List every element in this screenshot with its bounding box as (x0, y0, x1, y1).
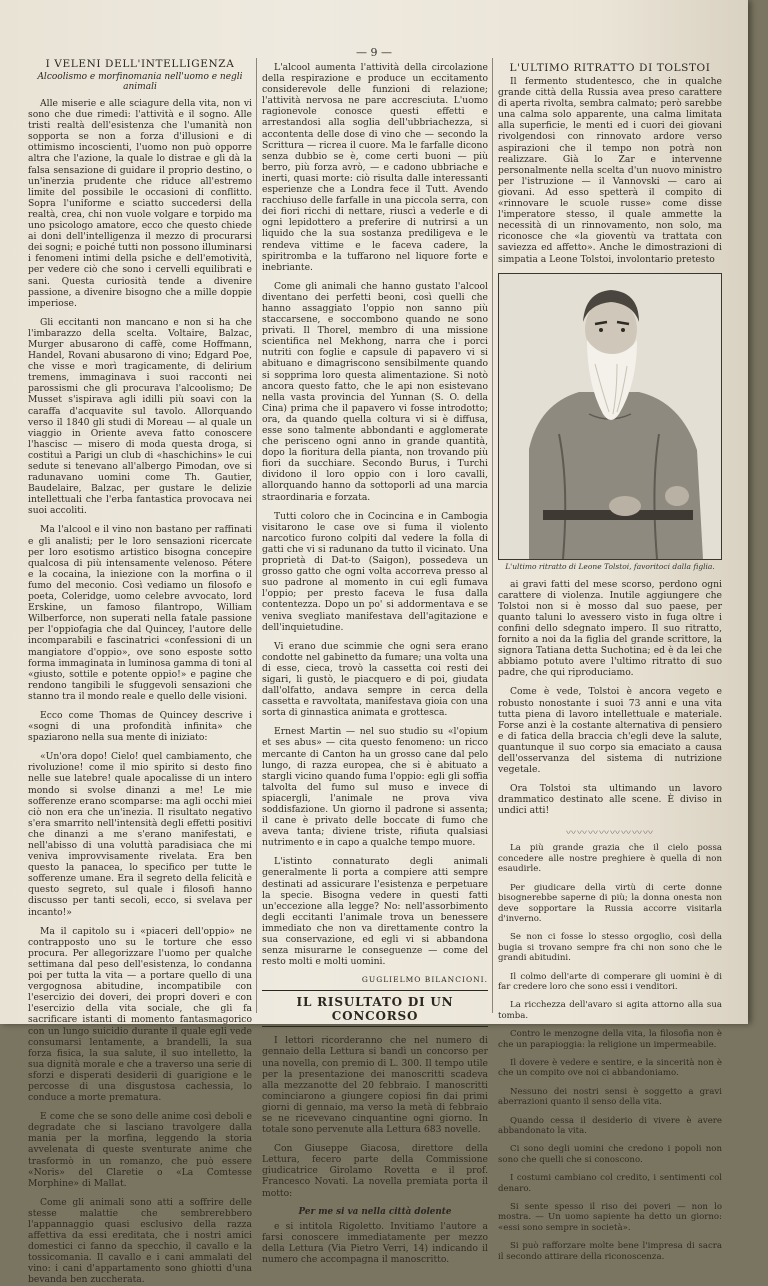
paragraph: Ora Tolstoi sta ultimando un lavoro drammatico destinato alle scene. È diviso in undici atti! (498, 783, 722, 817)
paragraph: Vi erano due scimmie che ogni sera erano condotte nel gabinetto da fumare; una volta una di esse, cieca, trovò la cassetta coi resti dei sigari, li gustò, le piacquero e di poi, giudata dall'olfatto, andava sempre in cerca della cassetta e ravvoltata, manifestava gioia con una sorta di ginnastica animata e grottesca. (262, 640, 488, 719)
page-number: — 9 — (356, 46, 392, 59)
maxim: Si sente spesso il riso dei poveri — non lo mostra. — Un uomo sapiente ha detto un giorno: «essi sono sempre in società». (498, 1202, 722, 1233)
maxim: Si può rafforzare molte bene l'impresa di sacra il secondo attirare della riconoscenza. (498, 1241, 722, 1262)
paragraph: L'istinto connaturato degli animali generalmente li porta a compiere atti sempre destinati ad assicurare l'esistenza e perpetuare la specie. Bisogna vedere in questi fatti un'eccezione alla legge? No: nell'assorbimento degli eccitanti l'animale trova un benessere immediato che non va direttamente contro la sua conservazione, ed egli vi si abbandona senza misurarne le conseguenze — come del resto molti e molti uomini. (262, 856, 488, 968)
paragraph: Ecco come Thomas de Quincey descrive i «sogni di una profondità infinita» che spaziarono nella sua mente di iniziato: (28, 709, 252, 744)
maxim: Contro le menzogne della vita, la filosofia non è che un parapioggia: la religione un impermeabile. (498, 1029, 722, 1050)
paragraph: Il fermento studentesco, che in qualche grande città della Russia avea preso carattere di aperta rivolta, sembra calmato; però sarebbe una calma solo apparente, una calma limitata alla superficie, le menti ed i cuori dei giovani rivolgendosi con rinnovato ardore verso aspirazioni che il tempo non potrà non realizzare. Già lo Zar e intervenne personalmente nella scelta d'un nuovo ministro per l'istruzione — il Vannovski — caro ai giovani. Ad esso spetterà il compito di «rinnovare le scuole russe» come disse l'imperatore stesso, il quale ammette la necessità di un rinnovamento, non solo, ma riconosce che «la gioventù va trattata con saviezza ed affetto». Anche le dimostrazioni di simpatia a Leone Tolstoi, involontario pretesto (498, 76, 722, 265)
paragraph: Ma l'alcool e il vino non bastano per raffinati e gli analisti; per le loro sensazioni ricercate per loro esotismo artistico bisogna concepire qualcosa di più intensamente velenoso. Pétere e la cocaina, la iniezione con la morfina o il fumo del meconio. Così vediamo un filosofo e poeta, Coleridge, uomo celebre avvocato, lord Erskine, un famoso filantropo, William Wilberforce, non superati nella fatale passione per l'oppiofagia che dal Quincey, l'autore delle incomparabili e fascinatrici «confessioni di un mangiatore d'oppio», ove sono esposte sotto forma immaginata in luminosa gamma di toni al «giusto, sottile e potente oppio!» e pagine che rendono tangibili le sfuggevoli sensazioni che stanno tra il mondo reale e quello delle visioni. (28, 524, 252, 702)
ornamental-divider: 〰〰〰〰〰〰〰〰 (566, 828, 654, 840)
paragraph: Tutti coloro che in Cocincina e in Cambogia visitarono le case ove si fuma il violento narcotico furono colpiti dal vedere la folla di gatti che vi si radunano da tutto il vicinato. Una proprietà di Dat-to (Saigon), possedeva un grosso gatto che ogni volta accorreva presso al suo padrone al momento in cui egli fumava l'oppio; per presto faceva le fusa dalla contentezza. Dopo un po' si addormentava e se veniva svegliato manifestava dell'agitazione e dell'inquietudine. (262, 510, 488, 633)
paragraph: Come gli animali che hanno gustato l'alcool diventano dei perfetti beoni, così quelli che hanno assaggiato l'oppio non sanno più staccarsene, e soccombono quando ne sono privati. Il Thorel, membro di una missione scientifica nel Mekhong, narra che i porci nutriti con foglie e capsule di papavero vi si abituano e dimagriscono sensibilmente quando si sopprima loro questa alimentazione. Si notò ancora questo fatto, che le api non esistevano nella vasta provincia del Yunnan (S. O. della Cina) prima che il papavero vi fosse introdotto; ora, da quando quella coltura vi si è diffusa, esse sono talmente abbondanti e agglomerate che perisceno ogni anno in grande quantità, dopo la fioritura della pianta, non trovando più fiori da succhiare. Secondo Burus, i Turchi dividono il loro oppio con i loro cavalli, allorquando hanno da sottoporli ad una marcia straordinaria e forzata. (262, 280, 488, 503)
paragraph: Ma il capitolo su i «piaceri dell'oppio» ne contrapposto uno su le torture che esso procura. Per allegorizzare l'uomo per qualche settimana dal peso dell'esistenza, lo condanna poi per tutta la vita — a portare quello di una vergognosa abitudine, incompatibile con l'esercizio dei doveri, dei propri doveri e con l'esercizio della vita sociale, che gli fa sacrificare istanti di momento fantasmagorico con un lungo suicidio durante il quale egli vede consumarsi lentamente, a brandelli, la sua forza fisica, la sua salute, il suo intelletto, la sua dignità morale e che a traverso una serie di sforzi e disperati desiderii di guarigione e le percosse di una disgustosa cachessia, lo conduce a morte prematura. (28, 925, 252, 1104)
column-divider (492, 58, 493, 1013)
maxim: I costumi cambiano col credito, i sentimenti col denaro. (498, 1173, 722, 1194)
novella-motto: Per me si va nella città dolente (298, 1206, 452, 1217)
article-veleni-continued (262, 62, 488, 1265)
maxim: La più grande grazia che il cielo possa concedere alle nostre preghiere è quella di non esaudirle. (498, 843, 722, 875)
maxim: Nessuno dei nostri sensi è soggetto a gravi aberrazioni quanto il senso della vita. (498, 1086, 722, 1108)
paragraph: Ernest Martin — nel suo studio su «l'opium et ses abus» — cita questo fenomeno: un ricco mercante di Canton ha un grosso cane dal pelo lungo, di razza europea, che si è abituato a stargli vicino quando fuma l'oppio: egli gli soffia talvolta del fumo sul muso e invece di spiacergli, l'animale ne prova viva soddisfazione. Un giorno il padrone si assenta; il cane è privato delle boccate di fumo che aveva tanta; diviene triste, rifiuta qualsiasi nutrimento e in capo a qualche tempo muore. (262, 726, 488, 849)
article-tolstoi (498, 62, 722, 1262)
paragraph: Come gli animali sono atti a soffrire delle stesse malattie che sembrerebbero l'appannaggio quasi esclusivo della razza affettiva da essi ereditata, che i nostri amici domestici ci fanno da specchio, il cavallo e la tossicomania. Il cavallo e i cani ammalati del vino: i cani d'appartamento sono ghiotti d'una bevanda ben zuccherata. (28, 1196, 252, 1286)
paragraph: «Un'ora dopo! Cielo! quel cambiamento, che rivoluzione! come il mio spirito si desto fino nelle sue latebre! quale apocalisse di un intero mondo si svolse dinanzi a me! Le mie sofferenze erano scomparse: ma agli occhi miei ciò non era che un'inezia. Il risultato negativo s'era smarrito nell'intensità degli effetti positivi che dinanzi a me s'erano manifestati, e nell'abisso di una voluttà paradisiaca che mi veniva improvvisamente rivelata. Era ben questo la panacea, lo specifico per tutte le sofferenze umane. Era il segreto della felicità e questo segreto, sul quale i filosofi hanno discusso per tanti secoli, ecco, si svelava per incanto!» (28, 751, 252, 918)
maxim: Il dovere è vedere e sentire, e la sincerità non è che un compito ove noi ci abbandoniamo. (498, 1057, 722, 1079)
concorso-title: IL RISULTATO DI UN CONCORSO (262, 990, 488, 1027)
article-title: I VELENI DELL'INTELLIGENZA (45, 58, 235, 70)
paragraph: Come è vede, Tolstoi è ancora vegeto e robusto nonostante i suoi 73 anni e una vita tutta piena di lavoro intellettuale e materiale. Forse anzi è la costante alternativa di pensiero e di fatica della braccia ch'egli deve la salute, quantunque il suo corpo sia emaciato a causa dell'osservanza del sistema di nutrizione vegetale. (498, 686, 722, 776)
paragraph: I lettori ricorderanno che nel numero di gennaio della Lettura si bandì un concorso per una novella, con premio di L. 300. Il tempo utile per la presentazione dei manoscritti scadeva alla mezzanotte del 20 febbraio. I manoscritti cominciarono a giungere copiosi fin dai primi giorni di gennaio, ma verso la metà di febbraio se ne ricevevano cinquantine ogni giorno. In totale sono pervenute alla Lettura 683 novelle. (262, 1035, 488, 1136)
maxim: La ricchezza dell'avaro si agita attorno alla sua tomba. (498, 1000, 722, 1021)
paragraph: Alle miserie e alle sciagure della vita, non vi sono che due rimedi: l'attività e il sogno. Alle tristi realtà dell'esistenza che l'umanità non sopporta se non a forza d'illusioni e di ottimismo incoscienti, l'uomo non può opporre altra che l'azione, la quale lo distrae e gli dà la falsa sensazione di guidare il proprio destino, o un'inerzia prudente che riduce all'estremo limite del possibile le occasioni di conflitto. Sopra l'uniforme e sciatto succedersi della realtà, crea, chi non vuole volgare e torpido ma uno psicologo amatore, ecco che questo chiede ai doni dell'intelligenza il mezzo di procurarsi dei sogni; e poiché tutti non possono illuminarsi i fenomeni intimi della psiche e dell'emotività, per vedere ciò che sono i cervelli equilibrati e sani. Questa curiosità tende a divenire passione, a divenire bisogno che a mille doppie imperiose. (28, 98, 253, 309)
paragraph: L'alcool aumenta l'attività della circolazione della respirazione e produce un eccitamento considerevole delle funzioni di relazione; l'attività nervosa ne pare accresciuta. L'uomo ragionevole conosce questi effetti e arrestandosi alla soglia dell'ubbriachezza, si accontenta delle dose di vino che — secondo la Scrittura — ricrea il cuore. Ma le farfalle dicono senza dubbio se è, come certi buoni — più berro, più forza avrò, — e cadono ubbriache e inerti, quasi morte: ciò risulta dalle interessanti esperienze che a Londra fece il Tutt. Avendo racchiuso delle farfalle in una piccola serra, con dei fiori ricchi di nettare, riuscì a vederle e di ogni lepidottero a preferire di nutrirsi a un liquido che la sua sostanza prediligeva e le rendeva vittime e le faceva cadere, la spiritromba e la tuffarono nel liquore forte e inebriante. (262, 62, 488, 273)
column-divider (256, 58, 257, 1013)
article-veleni (28, 58, 253, 1286)
maxim: Se non ci fosse lo stesso orgoglio, così della bugia si trovano sempre fra chi non sono che le grandi abitudini. (498, 932, 722, 964)
paragraph: E come che se sono delle anime così deboli e degradate che si lasciano travolgere dalla mania per la morfina, leggendo la storia avvelenata di queste sventurate anime che trasformò in un romanzo, che può essere «Noris» del Claretie o «La Comtesse Morphine» di Mallat. (28, 1111, 252, 1189)
tolstoi-portrait (498, 273, 722, 560)
maxim: Ci sono degli uomini che credono i popoli non sono che quelli che si conoscono. (498, 1144, 722, 1165)
paragraph: Con Giuseppe Giacosa, direttore della Lettura, fecero parte della Commissione giudicatrice Girolamo Rovetta e il prof. Francesco Novati. La novella premiata porta il motto: (262, 1143, 488, 1199)
author-signature: GUGLIELMO BILANCIONI. (361, 975, 488, 985)
article-title: L'ULTIMO RITRATTO DI TOLSTOI (509, 62, 711, 74)
maxim: Quando cessa il desiderio di vivere è avere abbandonato la vita. (498, 1115, 722, 1136)
maxim: Il colmo dell'arte di comperare gli uomini è di far credere loro che sono essi i venditori. (498, 971, 722, 992)
paragraph: e si intitola Rigoletto. Invitiamo l'autore a farsi conoscere immediatamente per mezzo della Lettura (Via Pietro Verri, 14) indicando il numero che accompagna il manoscritto. (262, 1220, 488, 1265)
article-subtitle: Alcoolismo e morfinomania nell'uomo e negli animali (37, 72, 243, 92)
paragraph: ai gravi fatti del mese scorso, perdono ogni carattere di violenza. Inutile aggiungere che Tolstoi non si è mosso dal suo paese, per quanto taluni lo avessero visto in fuga oltre i confini dello sdegnato impero. Il suo ritratto, fornito a noi da la figlia del grande scrittore, la signora Tatiana detta Suchotina; ed è da lei che abbiamo potuto avere l'ultimo ritratto di suo padre, che qui riproduciamo. (498, 578, 722, 679)
maxim: Per giudicare della virtù di certe donne bisognerebbe saperne di più; la donna onesta non deve sopportare la Russia accorre visitarla d'inverno. (498, 882, 722, 924)
photo-caption: L'ultimo ritratto di Leone Tolstoi, favoritoci dalla figlia. (505, 561, 715, 571)
paragraph: Gli eccitanti non mancano e non si ha che l'imbarazzo della scelta. Voltaire, Balzac, Murger abusarono di caffè, come Hoffmann, Handel, Rovani abusarono di vino; Edgard Poe, che visse e morì tragicamente, di delirium tremens, immaginava i suoi racconti nei parossismi che gli procurava l'alcoolismo; De Musset s'ispirava agli idilli più soavi con la caraffa d'acquavite sul tavolo. Allorquando verso il 1840 gli studi di Moreau — al quale un viaggio in Oriente aveva fatto conoscere l'hascisc — misero di moda questa droga, si costituì a Parigi un club di «haschichins» le cui sedute si tenevano all'albergo Pimodan, ove si radunavano uomini come Th. Gautier, Baudelaire, Balzac, per gustare le delizie intellettuali che l'erba fantastica provocava nei suoi accoliti. (28, 316, 252, 517)
